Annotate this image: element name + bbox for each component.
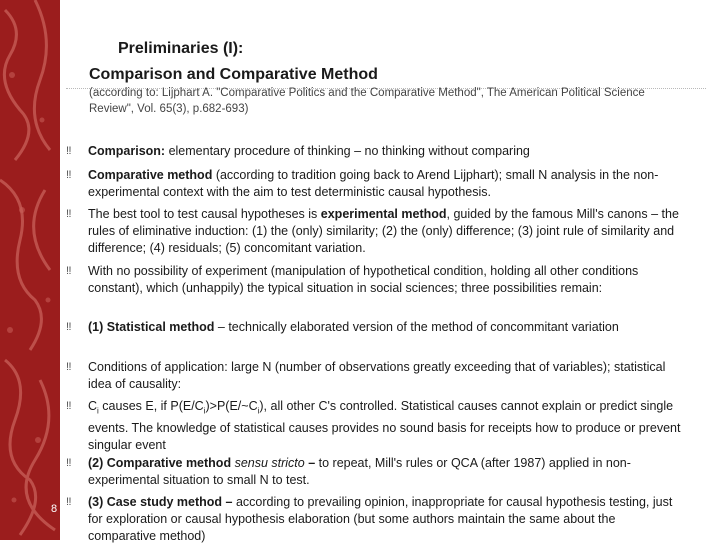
bold-term: (1) Statistical method bbox=[88, 320, 215, 334]
bullet-text bbox=[88, 319, 686, 336]
text-run: Conditions of application: large N (number of observations greatly exceeding that of variables); statistical idea of causality: bbox=[88, 360, 666, 391]
page-number: 8 bbox=[50, 503, 58, 515]
bullet-icon: ‼ bbox=[66, 145, 72, 157]
slide-title-line-2: Comparison and Comparative Method bbox=[89, 66, 378, 83]
bullet-icon: ‼ bbox=[66, 265, 72, 277]
bullet-icon: ‼ bbox=[66, 208, 72, 220]
bullet-item bbox=[66, 167, 686, 201]
bullet-text bbox=[88, 143, 686, 160]
bullet-icon: ‼ bbox=[66, 457, 72, 469]
text-run: )>P(E/~C bbox=[205, 399, 258, 413]
subscript: i bbox=[203, 406, 206, 416]
bullet-text bbox=[88, 359, 686, 393]
bold-term: (3) Case study method – bbox=[88, 495, 233, 509]
text-run: With no possibility of experiment (manipulation of hypothetical condition, holding all other conditions constant), which (unhappily) the typical situation in social sciences; three possibilities remain: bbox=[88, 264, 639, 295]
bullet-item bbox=[66, 319, 686, 336]
bullet-text bbox=[88, 263, 686, 297]
slide-title-line-1: Preliminaries (I): bbox=[118, 40, 244, 57]
text-run: elementary procedure of thinking – no thinking without comparing bbox=[165, 144, 530, 158]
bullet-item bbox=[66, 455, 686, 489]
bullet-icon: ‼ bbox=[66, 321, 72, 333]
bullet-icon: ‼ bbox=[66, 496, 72, 508]
bullet-text bbox=[88, 398, 686, 454]
text-run: ), all other C's controlled. Statistical causes cannot explain or predict single events. The knowledge of statistical causes provides no sound basis for receipts how to produce or prevent singular event bbox=[88, 399, 681, 452]
bold-term: Comparison: bbox=[88, 144, 166, 158]
text-run: – technically elaborated version of the method of concommitant variation bbox=[214, 320, 619, 334]
text-run: according to prevailing opinion, inappropriate for causal hypothesis testing, just for exploration or causal hypothesis elaboration (but some authors maintain the same about the comparative method) bbox=[88, 495, 673, 543]
bullet-item bbox=[66, 359, 686, 393]
subscript: i bbox=[97, 406, 99, 416]
bullet-text bbox=[88, 167, 686, 201]
bold-term: Comparative method bbox=[88, 168, 213, 182]
source-note: (according to: Lijphart A. "Comparative Politics and the Comparative Method", The American Political Science Review", Vol. 65(3), p.682-693) bbox=[89, 87, 645, 115]
bullet-text bbox=[88, 206, 686, 257]
bullet-icon: ‼ bbox=[66, 169, 72, 181]
bold-term: (2) Comparative method bbox=[88, 456, 232, 470]
bullet-item bbox=[66, 398, 686, 454]
bullet-item bbox=[66, 206, 686, 257]
text-run: The best tool to test causal hypotheses is bbox=[88, 207, 321, 221]
sidebar-pattern bbox=[0, 0, 60, 540]
subscript: i bbox=[257, 406, 260, 416]
bullet-text bbox=[88, 455, 686, 489]
bullet-item bbox=[66, 263, 686, 297]
bold-term: – bbox=[304, 456, 316, 470]
decorative-sidebar bbox=[0, 0, 60, 540]
text-run: (according to tradition going back to Arend Lijphart); small N analysis in the non-experimental context with the aim to test deterministic causal hypothesis. bbox=[88, 168, 659, 199]
bullet-icon: ‼ bbox=[66, 400, 72, 412]
bullet-icon: ‼ bbox=[66, 361, 72, 373]
text-run: , guided by the famous Mill's canons – the rules of eliminative induction: (1) the (only) similarity; (2) the (only) difference; (3) joint rule of similarity and difference; (4) residuals; (5) concomitant variation. bbox=[88, 207, 679, 255]
bullet-text bbox=[88, 494, 686, 545]
text-run: causes E, if P(E/C bbox=[98, 399, 204, 413]
italic-term: sensu stricto bbox=[231, 456, 305, 470]
bold-term: experimental method bbox=[320, 207, 447, 221]
text-run: to repeat, Mill's rules or QCA (after 1987) applied in non-experimental situation to small N to test. bbox=[88, 456, 631, 487]
bullet-item bbox=[66, 494, 686, 545]
text-run: C bbox=[88, 399, 98, 413]
bullet-item bbox=[66, 143, 686, 160]
